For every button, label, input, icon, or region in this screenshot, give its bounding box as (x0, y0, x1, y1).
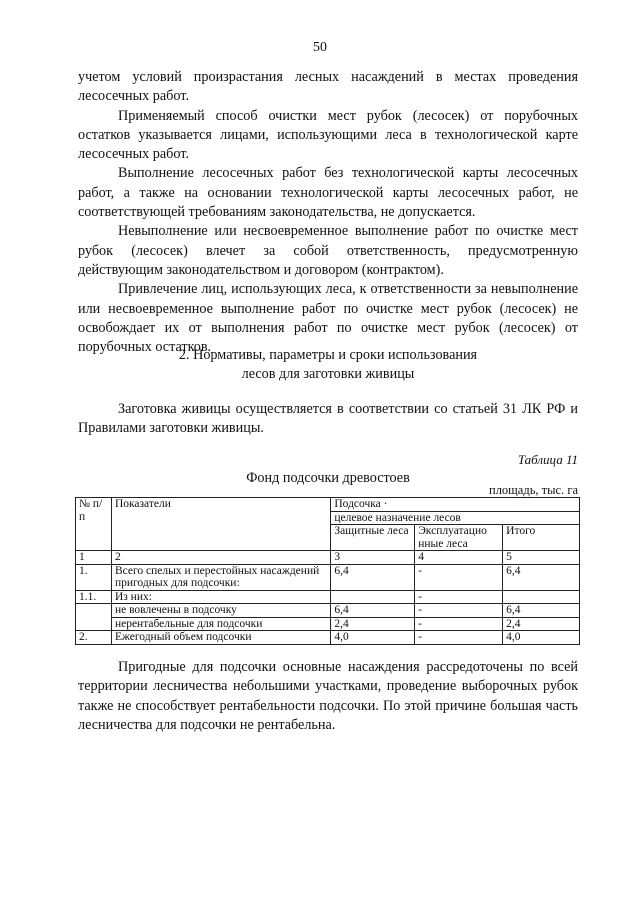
table-cell: не вовлечены в подсочку (111, 604, 330, 618)
table-cell: Из них: (111, 590, 330, 604)
table-row (76, 631, 580, 645)
header-exploitation: Эксплуатацио нные леса (415, 525, 503, 551)
body-text-top (78, 68, 578, 357)
table-cell: 6,4 (331, 564, 415, 590)
header-subgroup: целевое назначение лесов (331, 511, 580, 525)
table-cell: 4,0 (331, 631, 415, 645)
page-number: 50 (313, 40, 327, 55)
table-cell: Всего спелых и перестойных насаждений пригодных для подсочки: (111, 564, 330, 590)
table-cell: 2,4 (331, 617, 415, 631)
paragraph: Пригодные для подсочки основные насаждения рассредоточены по всей территории лесничества небольшими участками, проведение выборочных рубок также не способствует рентабельности подсочки. По этой причине большая часть лесничества для подсочки не рентабельна. (78, 659, 578, 733)
header-num: № п/п (76, 498, 112, 551)
section-heading-line2: лесов для заготовки живицы (241, 366, 415, 382)
table-row (76, 617, 580, 631)
table-cell: 6,4 (503, 604, 580, 618)
table-cell: 1. (76, 564, 112, 590)
paragraph: Заготовка живицы осуществляется в соответствии со статьей 31 ЛК РФ и Правилами заготовки живицы. (78, 401, 578, 437)
table-cell: 2. (76, 631, 112, 645)
paragraph: Применяемый способ очистки мест рубок (лесосек) от порубочных остатков указывается лицами, использующими леса в технологической карте лесосечных работ. (78, 107, 578, 163)
table-row (76, 564, 580, 590)
table-cell (76, 617, 112, 631)
paragraph: Привлечение лиц, использующих леса, к ответственности за невыполнение или несвоевременное выполнение работ по очистке мест рубок (лесосек) не освобождает их от выполнения работ по очистке мест рубок (лесосек) от порубочных остатков. (78, 281, 578, 356)
header-protective: Защитные леса (331, 525, 415, 551)
table-cell: 1 (76, 551, 112, 565)
table-units: площадь, тыс. га (489, 483, 578, 497)
table-cell: - (415, 617, 503, 631)
table-cell: - (415, 631, 503, 645)
table-row (76, 604, 580, 618)
table-cell (76, 604, 112, 618)
header-indicator: Показатели (111, 498, 330, 551)
body-text-bottom (78, 658, 578, 735)
table-cell: 1.1. (76, 590, 112, 604)
table-row (76, 590, 580, 604)
table-cell: нерентабельные для подсочки (111, 617, 330, 631)
paragraph: Невыполнение или несвоевременное выполнение работ по очистке мест рубок (лесосек) влечет за собой ответственность, предусмотренную действующим законодательством и договором (контрактом). (78, 223, 578, 278)
data-table (75, 497, 580, 645)
section-heading (78, 346, 578, 384)
table-cell: 4 (415, 551, 503, 565)
table-cell: 4,0 (503, 631, 580, 645)
table-cell: 6,4 (503, 564, 580, 590)
section-heading-line1: 2. Нормативы, параметры и сроки использования (178, 347, 478, 363)
table-cell (503, 590, 580, 604)
paragraph: учетом условий произрастания лесных насаждений в местах проведения лесосечных работ. (78, 69, 578, 105)
table-cell: 5 (503, 551, 580, 565)
body-text-mid (78, 400, 578, 439)
paragraph: Выполнение лесосечных работ без технологической карты лесосечных работ, а также на основании технологической карты лесосечных работ, не соответствующей требованиям законодательства, не допускается. (78, 165, 578, 221)
table-index-row (76, 551, 580, 565)
table-cell: - (415, 564, 503, 590)
table-cell: 2,4 (503, 617, 580, 631)
table-cell: 3 (331, 551, 415, 565)
table-cell: 6,4 (331, 604, 415, 618)
table-cell: 2 (111, 551, 330, 565)
header-group: Подсочка · (331, 498, 580, 512)
table-title: Фонд подсочки древостоев (246, 470, 410, 486)
table-cell (331, 590, 415, 604)
header-total: Итого (503, 525, 580, 551)
table-label: Таблица 11 (517, 452, 578, 467)
table-cell: - (415, 604, 503, 618)
table-header-row (76, 498, 580, 512)
table-cell: Ежегодный объем подсочки (111, 631, 330, 645)
table-cell: - (415, 590, 503, 604)
